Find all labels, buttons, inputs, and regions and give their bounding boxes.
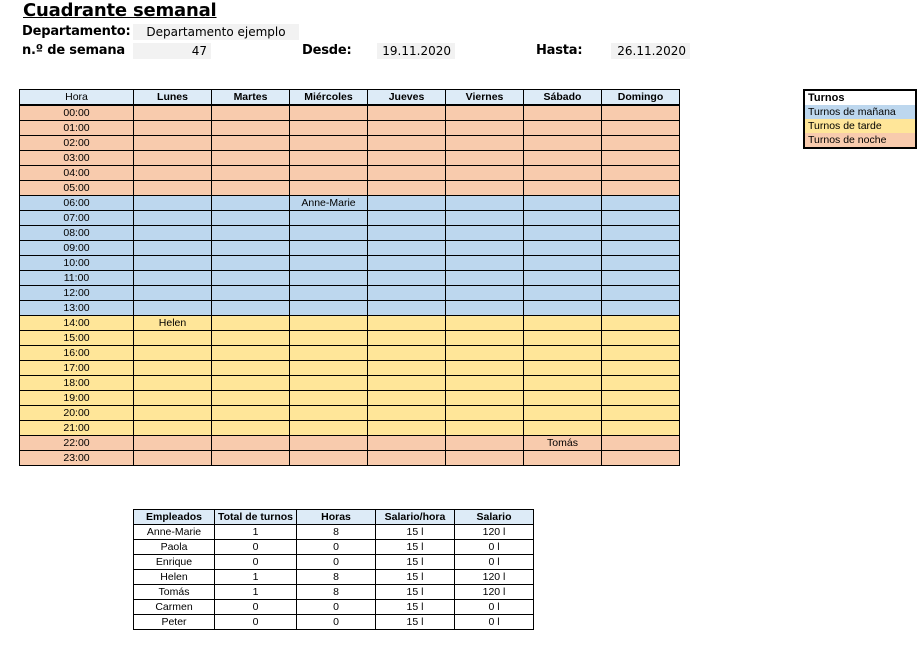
shift-cell[interactable] [212,346,290,361]
summary-row [134,615,534,630]
shift-cell[interactable] [134,105,212,121]
schedule-row [20,436,680,451]
shift-cell[interactable] [524,196,602,211]
shift-cell[interactable] [602,271,680,286]
shift-cell[interactable] [446,121,524,136]
summary-row [134,525,534,540]
shift-cell[interactable] [368,196,446,211]
shift-cell[interactable] [134,391,212,406]
shift-cell[interactable] [212,271,290,286]
shift-cell[interactable] [446,196,524,211]
shift-cell[interactable] [524,421,602,436]
shift-cell[interactable] [212,376,290,391]
page-title: Cuadrante semanal [23,0,217,21]
employee-name: Helen [134,570,215,585]
shift-cell[interactable] [290,256,368,271]
shift-cell[interactable] [134,436,212,451]
shift-cell[interactable] [290,151,368,166]
hour-cell: 13:00 [20,301,134,316]
shift-cell[interactable] [290,406,368,421]
shift-legend [803,89,917,149]
shift-cell[interactable] [368,451,446,466]
shift-cell[interactable] [446,376,524,391]
hour-cell: 06:00 [20,196,134,211]
from-label: Desde: [302,43,352,58]
schedule-table [19,89,680,466]
shift-cell[interactable] [290,391,368,406]
shift-cell[interactable] [290,271,368,286]
summary-value: 15 l [376,600,455,615]
shift-cell[interactable] [602,376,680,391]
shift-cell[interactable] [368,376,446,391]
shift-cell[interactable] [212,136,290,151]
hour-cell: 21:00 [20,421,134,436]
summary-value: 120 l [455,525,534,540]
schedule-row [20,391,680,406]
shift-cell[interactable] [212,226,290,241]
shift-cell[interactable] [212,256,290,271]
employee-name: Anne-Marie [134,525,215,540]
shift-cell[interactable] [368,316,446,331]
shift-cell[interactable] [212,151,290,166]
shift-cell[interactable] [134,376,212,391]
shift-cell[interactable] [602,451,680,466]
shift-cell[interactable] [212,211,290,226]
shift-cell[interactable] [134,181,212,196]
employee-name: Paola [134,540,215,555]
shift-cell[interactable] [446,391,524,406]
shift-cell[interactable] [368,121,446,136]
summary-value: 0 l [455,600,534,615]
shift-cell[interactable] [368,301,446,316]
summary-value: 0 [215,540,297,555]
hour-cell: 11:00 [20,271,134,286]
shift-cell[interactable] [212,331,290,346]
hour-cell: 07:00 [20,211,134,226]
shift-cell[interactable]: Anne-Marie [290,196,368,211]
shift-cell[interactable] [290,301,368,316]
schedule-row [20,421,680,436]
summary-value: 120 l [455,585,534,600]
employee-name: Carmen [134,600,215,615]
schedule-row [20,241,680,256]
summary-column-header: Salario [455,510,534,525]
hour-cell: 19:00 [20,391,134,406]
shift-cell[interactable] [134,241,212,256]
hour-cell: 04:00 [20,166,134,181]
shift-cell[interactable] [602,196,680,211]
shift-cell[interactable] [368,361,446,376]
shift-cell[interactable] [368,181,446,196]
shift-cell[interactable] [212,286,290,301]
shift-cell[interactable] [368,211,446,226]
shift-cell[interactable] [368,105,446,121]
legend-item-morning: Turnos de mañana [805,105,915,119]
shift-cell[interactable] [602,361,680,376]
shift-cell[interactable] [290,376,368,391]
shift-cell[interactable] [290,331,368,346]
summary-value: 0 l [455,555,534,570]
hour-cell: 10:00 [20,256,134,271]
shift-cell[interactable] [602,286,680,301]
shift-cell[interactable] [446,301,524,316]
hour-cell: 02:00 [20,136,134,151]
employee-name: Tomás [134,585,215,600]
shift-cell[interactable] [134,121,212,136]
shift-cell[interactable] [368,256,446,271]
shift-cell[interactable]: Helen [134,316,212,331]
shift-cell[interactable] [446,181,524,196]
shift-cell[interactable] [212,121,290,136]
shift-cell[interactable] [524,361,602,376]
summary-row [134,570,534,585]
shift-cell[interactable] [446,451,524,466]
shift-cell[interactable] [524,105,602,121]
shift-cell[interactable] [368,406,446,421]
summary-column-header: Total de turnos [215,510,297,525]
shift-cell[interactable] [446,105,524,121]
shift-cell[interactable] [602,391,680,406]
summary-value: 0 [297,615,376,630]
summary-value: 15 l [376,555,455,570]
legend-item-night: Turnos de noche [805,133,915,147]
legend-item-afternoon: Turnos de tarde [805,119,915,133]
shift-cell[interactable] [602,105,680,121]
shift-cell[interactable] [134,271,212,286]
schedule-row [20,181,680,196]
employee-summary-table [133,509,534,630]
hour-cell: 09:00 [20,241,134,256]
shift-cell[interactable] [212,451,290,466]
summary-value: 0 [215,600,297,615]
shift-cell[interactable] [524,211,602,226]
shift-cell[interactable] [524,301,602,316]
hour-cell: 08:00 [20,226,134,241]
shift-cell[interactable] [212,181,290,196]
shift-cell[interactable] [212,316,290,331]
from-date-field[interactable]: 19.11.2020 [377,43,455,59]
shift-cell[interactable] [524,226,602,241]
shift-cell[interactable] [602,301,680,316]
schedule-row [20,256,680,271]
summary-column-header: Salario/hora [376,510,455,525]
shift-cell[interactable] [134,196,212,211]
shift-cell[interactable] [290,226,368,241]
shift-cell[interactable] [446,331,524,346]
summary-row [134,600,534,615]
schedule-row [20,361,680,376]
department-label: Departamento: [22,24,131,39]
schedule-row [20,376,680,391]
shift-cell[interactable] [446,271,524,286]
hour-cell: 23:00 [20,451,134,466]
shift-cell[interactable] [134,211,212,226]
shift-cell[interactable] [446,226,524,241]
column-header-hora: Hora [20,90,134,106]
summary-value: 8 [297,585,376,600]
shift-cell[interactable] [524,136,602,151]
summary-value: 15 l [376,540,455,555]
column-header-day: Sábado [524,90,602,106]
shift-cell[interactable] [524,316,602,331]
schedule-row [20,105,680,121]
shift-cell[interactable] [524,241,602,256]
employee-name: Enrique [134,555,215,570]
shift-cell[interactable] [290,421,368,436]
shift-cell[interactable] [602,121,680,136]
shift-cell[interactable] [602,136,680,151]
schedule-row [20,346,680,361]
schedule-row [20,406,680,421]
shift-cell[interactable] [524,256,602,271]
shift-cell[interactable] [446,256,524,271]
shift-cell[interactable] [290,451,368,466]
shift-cell[interactable] [134,421,212,436]
summary-value: 1 [215,570,297,585]
shift-cell[interactable] [602,256,680,271]
schedule-row [20,136,680,151]
schedule-row [20,301,680,316]
shift-cell[interactable] [524,406,602,421]
schedule-row [20,151,680,166]
to-label: Hasta: [536,43,583,58]
column-header-day: Domingo [602,90,680,106]
shift-cell[interactable] [134,136,212,151]
shift-cell[interactable] [446,211,524,226]
to-date-field[interactable]: 26.11.2020 [611,43,690,59]
summary-column-header: Empleados [134,510,215,525]
shift-cell[interactable] [446,286,524,301]
shift-cell[interactable] [524,391,602,406]
shift-cell[interactable] [368,331,446,346]
shift-cell[interactable] [368,421,446,436]
shift-cell[interactable] [368,271,446,286]
shift-cell[interactable] [290,121,368,136]
hour-cell: 20:00 [20,406,134,421]
hour-cell: 15:00 [20,331,134,346]
shift-cell[interactable] [212,436,290,451]
schedule-row [20,226,680,241]
shift-cell[interactable] [134,151,212,166]
shift-cell[interactable] [134,166,212,181]
shift-cell[interactable] [602,226,680,241]
hour-cell: 22:00 [20,436,134,451]
schedule-row [20,211,680,226]
shift-cell[interactable] [446,421,524,436]
summary-value: 0 [297,555,376,570]
shift-cell[interactable] [602,421,680,436]
shift-cell[interactable] [368,241,446,256]
schedule-row [20,271,680,286]
summary-value: 15 l [376,585,455,600]
shift-cell[interactable] [602,241,680,256]
shift-cell[interactable] [134,406,212,421]
shift-cell[interactable] [368,226,446,241]
shift-cell[interactable] [290,105,368,121]
shift-cell[interactable] [212,196,290,211]
shift-cell[interactable] [524,166,602,181]
hour-cell: 14:00 [20,316,134,331]
shift-cell[interactable] [134,286,212,301]
shift-cell[interactable] [134,256,212,271]
summary-value: 120 l [455,570,534,585]
shift-cell[interactable] [524,151,602,166]
schedule-row [20,451,680,466]
column-header-day: Miércoles [290,90,368,106]
shift-cell[interactable] [134,346,212,361]
hour-cell: 03:00 [20,151,134,166]
shift-cell[interactable] [446,316,524,331]
summary-value: 0 l [455,540,534,555]
shift-cell[interactable] [134,361,212,376]
shift-cell[interactable] [602,346,680,361]
schedule-row [20,166,680,181]
shift-cell[interactable] [212,361,290,376]
summary-value: 0 [215,615,297,630]
shift-cell[interactable] [368,346,446,361]
column-header-day: Lunes [134,90,212,106]
hour-cell: 16:00 [20,346,134,361]
week-field[interactable]: 47 [133,43,211,59]
shift-cell[interactable] [524,451,602,466]
shift-cell[interactable] [290,346,368,361]
shift-cell[interactable] [524,181,602,196]
shift-cell[interactable] [602,211,680,226]
hour-cell: 17:00 [20,361,134,376]
summary-value: 8 [297,570,376,585]
shift-cell[interactable] [524,121,602,136]
shift-cell[interactable] [212,421,290,436]
hour-cell: 18:00 [20,376,134,391]
summary-value: 8 [297,525,376,540]
shift-cell[interactable] [368,151,446,166]
summary-value: 0 l [455,615,534,630]
shift-cell[interactable] [446,346,524,361]
shift-cell[interactable] [368,166,446,181]
shift-cell[interactable] [212,406,290,421]
shift-cell[interactable] [212,105,290,121]
week-label: n.º de semana [22,43,125,58]
summary-value: 15 l [376,615,455,630]
shift-cell[interactable] [290,181,368,196]
summary-value: 0 [297,600,376,615]
shift-cell[interactable] [134,331,212,346]
schedule-row [20,286,680,301]
summary-row [134,555,534,570]
shift-cell[interactable] [602,181,680,196]
shift-cell[interactable] [524,346,602,361]
shift-cell[interactable] [368,436,446,451]
shift-cell[interactable] [602,316,680,331]
column-header-day: Jueves [368,90,446,106]
summary-value: 15 l [376,570,455,585]
employee-name: Peter [134,615,215,630]
shift-cell[interactable] [290,241,368,256]
summary-value: 1 [215,525,297,540]
shift-cell[interactable] [446,241,524,256]
schedule-row [20,316,680,331]
legend-title: Turnos [805,91,915,105]
hour-cell: 01:00 [20,121,134,136]
shift-cell[interactable] [524,331,602,346]
shift-cell[interactable] [212,391,290,406]
shift-cell[interactable] [602,166,680,181]
summary-value: 15 l [376,525,455,540]
shift-cell[interactable] [134,301,212,316]
summary-row [134,540,534,555]
shift-cell[interactable] [602,331,680,346]
shift-cell[interactable] [446,166,524,181]
shift-cell[interactable] [368,286,446,301]
column-header-day: Viernes [446,90,524,106]
shift-cell[interactable] [602,406,680,421]
schedule-row [20,121,680,136]
shift-cell[interactable]: Tomás [524,436,602,451]
summary-row [134,585,534,600]
hour-cell: 00:00 [20,105,134,121]
column-header-day: Martes [212,90,290,106]
shift-cell[interactable] [212,166,290,181]
shift-cell[interactable] [446,361,524,376]
department-field[interactable]: Departamento ejemplo [133,24,299,40]
summary-value: 0 [215,555,297,570]
shift-cell[interactable] [290,316,368,331]
shift-cell[interactable] [212,241,290,256]
shift-cell[interactable] [290,361,368,376]
schedule-row [20,196,680,211]
summary-value: 1 [215,585,297,600]
shift-cell[interactable] [290,436,368,451]
shift-cell[interactable] [446,436,524,451]
shift-cell[interactable] [446,406,524,421]
shift-cell[interactable] [446,136,524,151]
shift-cell[interactable] [290,211,368,226]
summary-value: 0 [297,540,376,555]
shift-cell[interactable] [290,286,368,301]
shift-cell[interactable] [134,451,212,466]
shift-cell[interactable] [524,271,602,286]
shift-cell[interactable] [134,226,212,241]
shift-cell[interactable] [446,151,524,166]
summary-column-header: Horas [297,510,376,525]
shift-cell[interactable] [368,391,446,406]
hour-cell: 12:00 [20,286,134,301]
schedule-row [20,331,680,346]
shift-cell[interactable] [290,166,368,181]
shift-cell[interactable] [290,136,368,151]
shift-cell[interactable] [602,436,680,451]
shift-cell[interactable] [212,301,290,316]
hour-cell: 05:00 [20,181,134,196]
shift-cell[interactable] [602,151,680,166]
shift-cell[interactable] [524,376,602,391]
shift-cell[interactable] [524,286,602,301]
shift-cell[interactable] [368,136,446,151]
